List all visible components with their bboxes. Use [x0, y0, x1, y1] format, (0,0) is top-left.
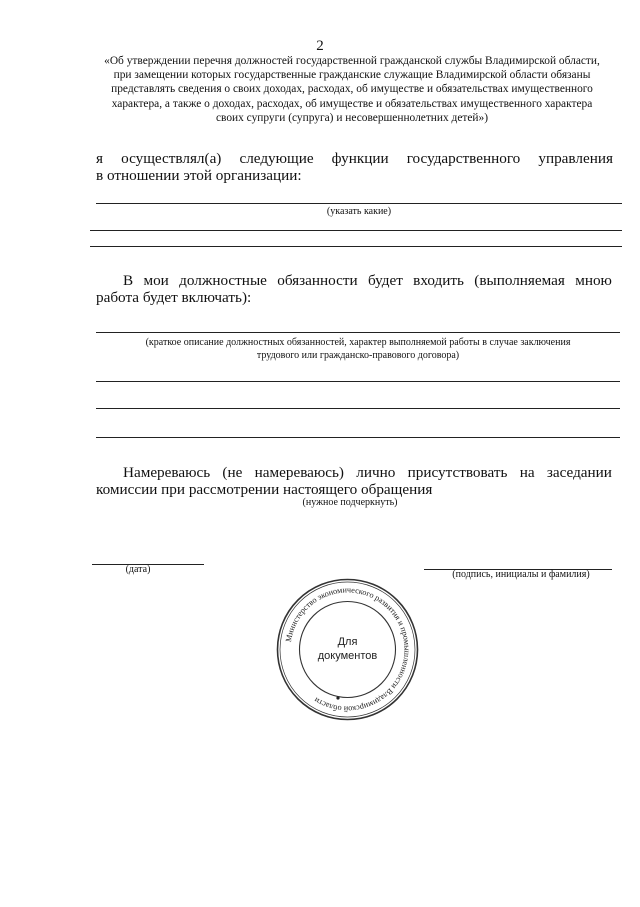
functions-fill-line[interactable]	[90, 230, 622, 231]
word: Намереваюсь	[123, 464, 211, 481]
attendance-caption: (нужное подчеркнуть)	[302, 497, 398, 508]
functions-fill-line[interactable]	[96, 203, 622, 204]
stamp-ring-text: Министерство экономического развития и промышленности Владимирской области	[283, 585, 412, 714]
duties-line-1	[96, 272, 612, 289]
word: государственного	[406, 150, 521, 167]
attendance-line-2: комиссии при рассмотрении настоящего обращения	[96, 481, 433, 498]
duties-line-2: работа будет включать):	[96, 289, 252, 306]
signature-caption: (подпись, инициалы и фамилия)	[452, 569, 590, 580]
duties-caption	[96, 336, 620, 362]
attendance-line-1	[96, 464, 612, 481]
word: мною	[575, 272, 612, 289]
header-reference-line: характера, а также о доходах, расходах, об имуществе и обязательствах имущественного характера	[111, 97, 593, 110]
stamp-center-text: Для	[337, 636, 358, 648]
word: (выполняемая	[474, 272, 565, 289]
word: мои	[143, 272, 169, 289]
word: обязанности	[277, 272, 358, 289]
duties-fill-line[interactable]	[96, 381, 620, 382]
header-reference-line: «Об утверждении перечня должностей государственной гражданской службы Владимирской области,	[104, 55, 600, 67]
duties-caption-line: трудового или гражданско-правового договора)	[256, 350, 460, 361]
duties-paragraph	[96, 272, 612, 306]
word: намереваюсь)	[254, 464, 344, 481]
functions-line-2: в отношении этой организации:	[96, 167, 302, 184]
functions-line-1	[96, 150, 613, 167]
functions-paragraph	[96, 150, 613, 184]
word: будет	[367, 272, 403, 289]
word: функции	[331, 150, 389, 167]
word: присутствовать	[407, 464, 508, 481]
word: управления	[538, 150, 613, 167]
duties-fill-line[interactable]	[96, 437, 620, 438]
word: заседании	[546, 464, 612, 481]
stamp-graphic	[275, 577, 420, 722]
attendance-paragraph	[96, 464, 612, 498]
header-reference-line: представлять сведения о своих доходах, расходах, об имуществе и обязательствах имущественного	[111, 83, 593, 96]
word: В	[123, 272, 134, 289]
word: должностные	[179, 272, 267, 289]
official-stamp	[275, 577, 420, 722]
page-number: 2	[316, 38, 324, 54]
duties-fill-line[interactable]	[96, 332, 620, 333]
functions-fill-line[interactable]	[90, 246, 622, 247]
word: входить	[413, 272, 464, 289]
stamp-dot	[336, 696, 339, 699]
word: следующие	[239, 150, 314, 167]
duties-fill-line[interactable]	[96, 408, 620, 409]
word: осуществлял(а)	[121, 150, 222, 167]
header-reference	[92, 54, 612, 125]
header-reference-line: при замещении которых государственные гражданские служащие Владимирской области обязаны	[113, 69, 591, 82]
word: (не	[222, 464, 243, 481]
word: лично	[356, 464, 396, 481]
stamp-center-text: документов	[317, 650, 378, 662]
duties-caption-line: (краткое описание должностных обязанностей, характер выполняемой работы в случае заключения	[145, 337, 571, 348]
word: на	[519, 464, 535, 481]
date-caption: (дата)	[125, 564, 151, 575]
header-reference-line: своих супруги (супруга) и несовершеннолетних детей»)	[215, 111, 489, 124]
word: я	[96, 150, 103, 167]
functions-caption: (указать какие)	[326, 206, 392, 217]
